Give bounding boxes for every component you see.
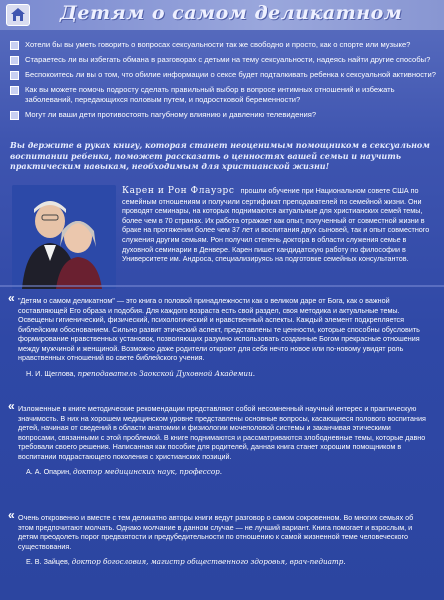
square-bullet-icon [10,86,19,95]
question-text: Как вы можете помочь подросту сделать правильный выбор в вопросе интимных отношений и избежать заболеваний, передающихся половым путем, и подростковой беременности? [25,85,395,104]
authors-bio [122,186,434,264]
review-3 [8,508,430,567]
review-author-name: Н. И. Щеглова, [26,368,76,378]
authors-photo [12,185,116,289]
review-author-name: А. А. Опарин, [26,467,72,476]
questions-list [9,40,437,125]
square-bullet-icon [10,71,19,80]
divider [0,285,444,287]
question-text: Стараетесь ли вы избегать обмана в разговорах с детьми на тему сексуальности, надеясь найти другие способы? [25,55,431,64]
review-author-role: доктор медицинских наук, профессор. [73,467,223,476]
authors-names: Карен и Рон Флауэрс [122,186,235,196]
list-item [9,70,437,80]
square-bullet-icon [10,111,19,120]
review-text: Очень откровенно и вместе с тем деликатно авторы книги ведут разговор о самом сокровенном. Во многих семьях об этом предпочитают молчать. Однако молчание в данном случае — не лучший вариант. Книга помогает и взрослым, и детям преодолеть порог предвзятости и предубедительности по отношению к самой жизненной теме человеческого существования. [18,513,414,551]
list-item [9,85,437,105]
authors-bio-text: прошли обучение при Национальном совете США по семейным отношениям и получили сертификат преподавателей по семейной жизни. Они проводят семинары, на которых поднимаются актуальные для христианских семей темы, более чем в 70 странах. Их работа отражает как опыт, полученный от совместной жизни в браке на протяжении более чем 37 лет и воспитания двух сыновей, так и опыт совместного служения другим семьям. Рон получил степень доктора в области служения семье в духовной семинарии в Денвере. Карен пишет кандидатскую работу по философии в Университете им. Андроса, специализируясь на подготовке семейных консультантов. [122,186,430,264]
question-text: Могут ли ваши дети противостоять пагубному влиянию и давлению телевидения? [25,110,317,119]
quote-icon: « [8,291,15,305]
review-1 [8,291,430,378]
square-bullet-icon [10,41,19,50]
publisher-logo [6,4,30,26]
review-author-name: Е. В. Зайцев, [26,557,70,566]
list-item [9,55,437,65]
square-bullet-icon [10,56,19,65]
review-text: Изложенные в книге методические рекомендации представляют собой несомненный научный интерес и практическую значимость. В них на хорошем медицинском уровне представлены основные вопросы, касающиеся полового воспитания детей, начиная от сведений в области анатомии и физиологии мочеполовой системы и заканчивая этическими вопросами, связанными с этой проблемой. В книге поднимаются и рассматриваются злободневные темы, которые давно требовали своего решения. Написанная как пособие для родителей, данная книга станет хорошим помощником в воспитании подрастающего поколения с христианских позиций. [18,404,426,461]
review-2 [8,399,430,477]
quote-icon: « [8,399,15,413]
quote-icon: « [8,508,15,522]
review-text: "Детям о самом деликатном" — это книга о половой принадлежности как о великом даре от Бога, как о важной составляющей Его образа и подобия. Для каждого возраста есть свой раздел, своя методика и актуальные темы. Освещены гигиенический, физический, психологический и нравственный аспекты. Каждый элемент подкрепляется библейским обоснованием. Сильно развит этический аспект, представлены те ценности, которые способны обусловить формирование нравственных установок, позволяющих разумно использовать созданные Богом прекрасные отношения между мужчиной и женщиной. Возможно даже родители откроют для себя нечто новое или по-новому увидят роль нравственных отношений во свете библейского учения. [18,296,420,362]
review-author-role: преподаватель Заокской Духовной Академии. [77,368,255,378]
review-author [18,557,430,567]
review-author [18,467,430,477]
question-text: Беспокоитесь ли вы о том, что обилие информации о сексе будет подталкивать ребенка к сексуальной активности? [25,70,437,79]
list-item [9,40,437,50]
review-author-role: доктор богословия, магистр общественного здоровья, врач-педиатр. [71,557,346,566]
list-item [9,110,437,120]
intro-text: Вы держите в руках книгу, которая станет неоценимым помощником в сексуальном воспитании ребенка, поможет рассказать о ценностях вашей семьи и научить практическим навыкам, необходимым для христианской жизни! [10,140,430,171]
header-band [0,0,444,30]
question-text: Хотели бы вы уметь говорить о вопросах сексуальности так же свободно и просто, как о спорте или музыке? [25,40,411,49]
book-title: Детям о самом деликатном [60,2,403,24]
review-author [18,369,430,379]
